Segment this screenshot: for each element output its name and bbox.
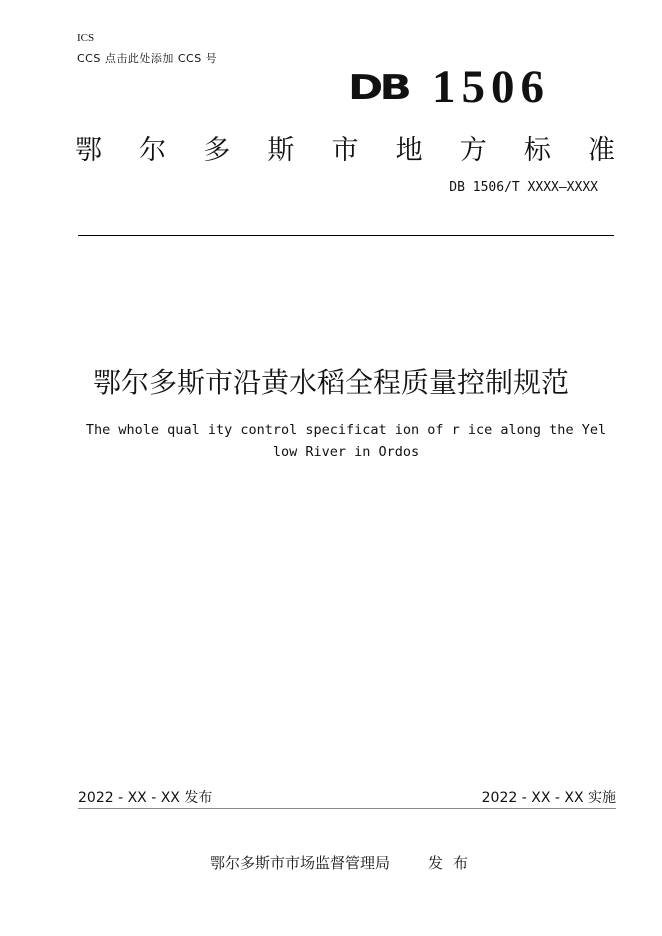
standard-code: DB 1506/T XXXX—XXXX: [449, 180, 598, 195]
implementation-date: 2022 - XX - XX 实施: [481, 790, 616, 806]
issuing-authority: 鄂尔多斯市市场监督管理局: [210, 854, 391, 872]
standard-type-char: 标: [523, 135, 551, 166]
standard-type-char: 鄂: [75, 135, 102, 166]
standard-type-char: 方: [459, 135, 487, 166]
standard-type-char: 市: [331, 135, 359, 166]
standard-type-char: 尔: [139, 135, 167, 166]
ics-label: ICS: [77, 32, 95, 44]
document-title-chinese: 鄂尔多斯市沿黄水稻全程质量控制规范: [92, 366, 569, 399]
ccs-label: CCS 点击此处添加 CCS 号: [77, 52, 218, 65]
standard-type-title: [75, 128, 615, 167]
top-divider: [78, 235, 614, 236]
document-title-english: The whole qual ity control specificat ion of r ice along the Yel low River in Ordos: [85, 422, 607, 460]
standard-type-char: 地: [395, 135, 423, 166]
bottom-divider: [78, 808, 616, 809]
standard-type-char: 准: [588, 135, 615, 166]
standard-number: 1506: [432, 61, 550, 113]
standard-type-char: 斯: [267, 135, 295, 166]
standard-type-char: 多: [203, 135, 231, 166]
issue-label: 发布: [428, 854, 479, 872]
issue-date: 2022 - XX - XX 发布: [78, 790, 213, 806]
db-logo: DB: [348, 68, 409, 108]
